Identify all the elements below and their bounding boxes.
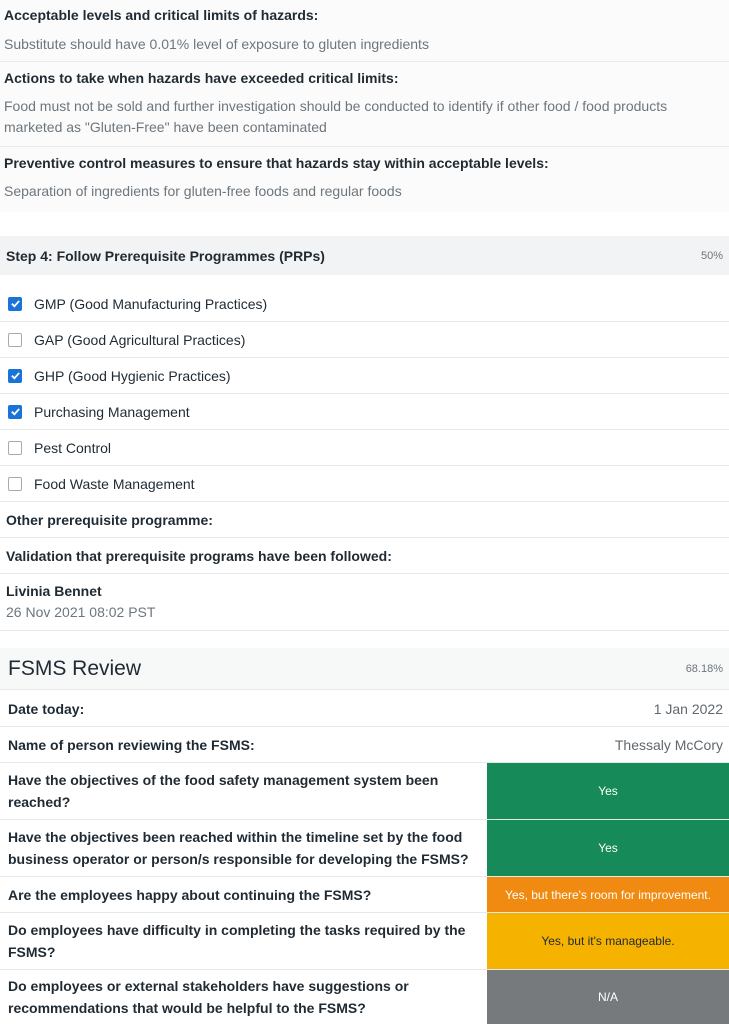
actions-answer-line2: marketed as "Gluten-Free" have been contaminated (4, 119, 327, 135)
fsms-question-row (0, 763, 729, 820)
preventive-item (0, 155, 729, 202)
prp-check-label: Food Waste Management (34, 475, 195, 492)
prp-check-label: GMP (Good Manufacturing Practices) (34, 295, 268, 312)
prp-check-label: Pest Control (34, 439, 112, 456)
fsms-question-row (0, 970, 729, 1024)
date-today-field[interactable] (0, 691, 729, 727)
acceptable-levels-item (0, 7, 729, 55)
fsms-question: Do employees have difficulty in completing the tasks required by the FSMS? (8, 922, 466, 960)
prp-check-purchasing[interactable] (0, 394, 729, 430)
actions-question: Actions to take when hazards have exceeded critical limits: (4, 70, 399, 86)
date-today-label: Date today: (8, 700, 85, 717)
signer-name: Livinia Bennet (6, 583, 102, 599)
validation-field[interactable]: Validation that prerequisite programs have been followed: (0, 538, 729, 574)
divider (0, 61, 729, 62)
step4-header[interactable] (0, 236, 729, 275)
fsms-question: Have the objectives of the food safety management system been reached? (8, 772, 439, 810)
fsms-question: Are the employees happy about continuing the FSMS? (8, 886, 372, 903)
prp-check-label: GAP (Good Agricultural Practices) (34, 331, 246, 348)
fsms-question-row (0, 820, 729, 877)
fsms-review-header[interactable] (0, 648, 729, 690)
divider (0, 146, 729, 147)
actions-answer-line1: Food must not be sold and further investigation should be conducted to identify if other food / food products (4, 98, 668, 114)
fsms-answer-button[interactable]: N/A (487, 970, 729, 1024)
reviewer-value: Thessaly McCory (614, 736, 723, 753)
fsms-answer-button[interactable]: Yes, but there's room for improvement. (487, 877, 729, 912)
prp-check-ghp[interactable] (0, 358, 729, 394)
signed-timestamp: 26 Nov 2021 08:02 PST (6, 604, 156, 620)
acceptable-levels-question: Acceptable levels and critical limits of hazards: (4, 7, 319, 23)
checkbox-checked-icon[interactable] (8, 297, 22, 311)
fsms-question-row (0, 913, 729, 970)
checkbox-unchecked-icon[interactable] (8, 441, 22, 455)
reviewer-label: Name of person reviewing the FSMS: (8, 736, 255, 753)
hazards-section (0, 0, 729, 212)
fsms-question-row (0, 877, 729, 913)
preventive-answer: Separation of ingredients for gluten-free foods and regular foods (4, 183, 402, 199)
checkbox-checked-icon[interactable] (8, 369, 22, 383)
checkbox-checked-icon[interactable] (8, 405, 22, 419)
fsms-review-title: FSMS Review (8, 656, 142, 680)
prp-check-label: GHP (Good Hygienic Practices) (34, 367, 231, 384)
step4-title: Step 4: Follow Prerequisite Programmes (PRPs) (6, 247, 325, 264)
actions-item (0, 70, 729, 138)
step4-percent: 50% (700, 249, 723, 262)
date-today-value: 1 Jan 2022 (653, 700, 723, 717)
reviewer-field[interactable] (0, 727, 729, 763)
prp-checklist (0, 286, 729, 631)
prp-check-gap[interactable] (0, 322, 729, 358)
checkbox-unchecked-icon[interactable] (8, 333, 22, 347)
other-prp-field[interactable]: Other prerequisite programme: (0, 502, 729, 538)
fsms-question: Have the objectives been reached within the timeline set by the food business operator or person/s responsible for developing the FSMS? (8, 829, 469, 867)
prp-check-pest-control[interactable] (0, 430, 729, 466)
fsms-answer-button[interactable]: Yes (487, 763, 729, 819)
acceptable-levels-answer: Substitute should have 0.01% level of exposure to gluten ingredients (4, 36, 429, 52)
fsms-answer-button[interactable]: Yes (487, 820, 729, 876)
preventive-question: Preventive control measures to ensure that hazards stay within acceptable levels: (4, 155, 549, 171)
checkbox-unchecked-icon[interactable] (8, 477, 22, 491)
prp-check-food-waste[interactable] (0, 466, 729, 502)
prp-check-gmp[interactable] (0, 286, 729, 322)
fsms-question: Do employees or external stakeholders have suggestions or recommendations that would be helpful to the FSMS? (8, 978, 409, 1016)
fsms-review-percent: 68.18% (685, 662, 723, 675)
prp-check-label: Purchasing Management (34, 403, 190, 420)
fsms-answer-button[interactable]: Yes, but it's manageable. (487, 913, 729, 969)
signature-block (0, 574, 729, 631)
